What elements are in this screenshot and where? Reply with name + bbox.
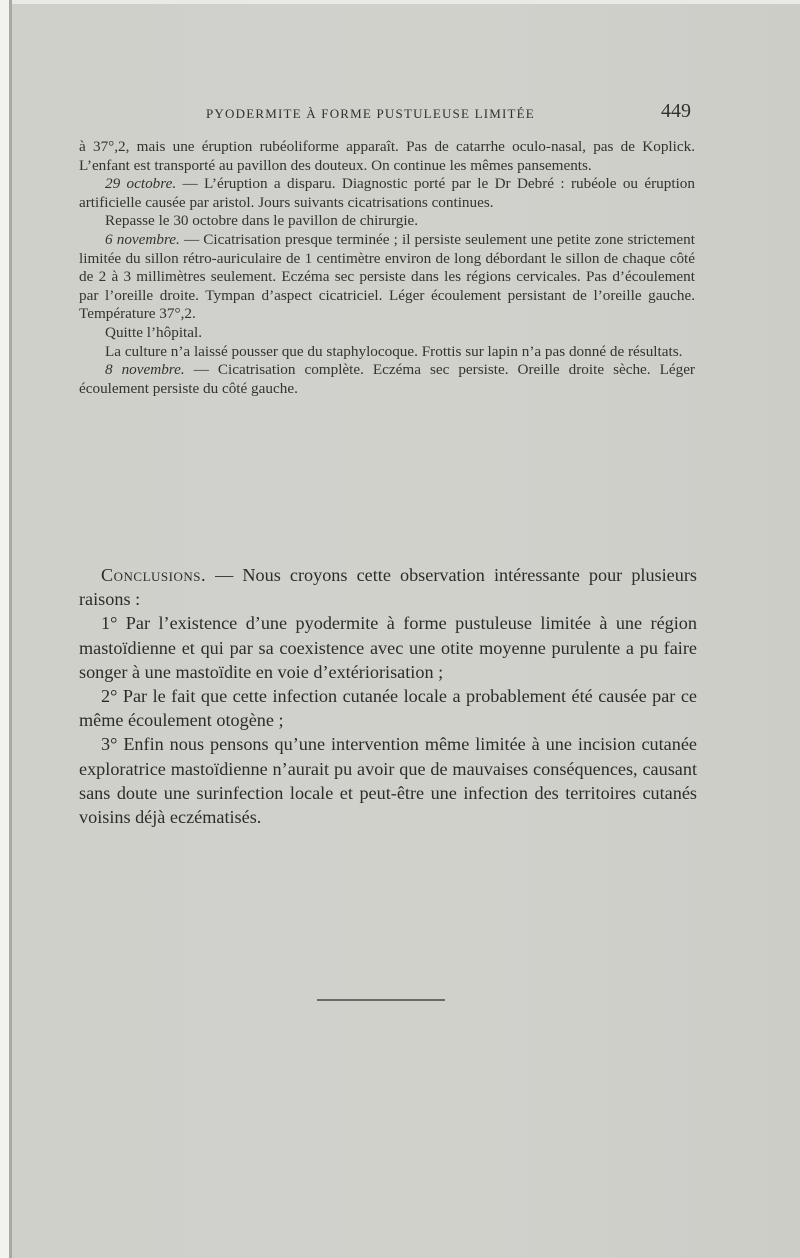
entry-date: 8 novembre. <box>105 361 185 379</box>
notes-text: — L’éruption a disparu. Diagnostic porté par le Dr Debré : rubéole ou éruption artificielle causée par aristol. Jours suivants cicatrisations continues. <box>79 175 695 211</box>
conclusions-intro-text: — Nous croyons cette observation intéressante pour plusieurs raisons : <box>79 565 697 610</box>
notes-paragraph <box>79 212 695 231</box>
notes-paragraph <box>79 231 695 324</box>
end-rule <box>317 999 445 1001</box>
notes-paragraph <box>79 324 695 343</box>
conclusion-point-text: 3° Enfin nous pensons qu’une intervention même limitée à une incision cutanée exploratrice mastoïdienne n’aurait pu avoir que de mauvaises conséquences, causant sans doute une surinfection locale et peut-être une infection des territoires cutanés voisins déjà eczématisés. <box>79 734 697 828</box>
notes-paragraph <box>79 138 695 175</box>
entry-date: 29 octobre. <box>105 175 177 193</box>
conclusion-point-text: 1° Par l’existence d’une pyodermite à forme pustuleuse limitée à une région mastoïdienne et qui par sa coexistence avec une otite moyenne purulente a pu faire songer à une mastoïdite en voie d’extériorisation ; <box>79 613 697 682</box>
conclusion-point <box>79 732 697 829</box>
page-left-margin-edge <box>0 0 9 1258</box>
page-top-edge <box>0 0 800 4</box>
running-title: PYODERMITE À FORME PUSTULEUSE LIMITÉE <box>206 106 535 121</box>
notes-text: Quitte l’hôpital. <box>105 323 203 341</box>
notes-paragraph <box>79 175 695 212</box>
notes-paragraph <box>79 361 695 398</box>
conclusions-section <box>79 563 697 829</box>
conclusions-intro <box>79 563 697 611</box>
entry-date: 6 novembre. <box>105 230 180 248</box>
case-notes <box>79 138 695 398</box>
notes-text: à 37°,2, mais une éruption rubéoliforme apparaît. Pas de catarrhe oculo-nasal, pas de Koplick. L’enfant est transporté au pavillon des douteux. On continue les mêmes pansements. <box>79 138 695 174</box>
conclusion-point <box>79 684 697 732</box>
conclusion-point-text: 2° Par le fait que cette infection cutanée locale a probablement été causée par ce même écoulement otogène ; <box>79 686 697 731</box>
page-header <box>0 100 800 126</box>
binding-shadow <box>9 0 12 1258</box>
page-number: 449 <box>661 100 691 122</box>
notes-text: — Cicatrisation complète. Eczéma sec persiste. Oreille droite sèche. Léger écoulement persiste du côté gauche. <box>79 361 695 397</box>
notes-text: Repasse le 30 octobre dans le pavillon de chirurgie. <box>105 212 419 230</box>
conclusions-heading: Conclusions. <box>101 565 207 585</box>
notes-paragraph <box>79 343 695 362</box>
notes-text: — Cicatrisation presque terminée ; il persiste seulement une petite zone strictement limitée du sillon rétro-auriculaire de 1 centimètre environ de long débordant le sillon de chaque côté de 2 à 3 millimètres seulement. Eczéma sec persiste dans les régions cervicales. Pas d’écoulement par l’oreille droite. Tympan d’aspect cicatriciel. Léger écoulement persistant de l’oreille gauche. Température 37°,2. <box>79 230 695 323</box>
conclusion-point <box>79 611 697 684</box>
notes-text: La culture n’a laissé pousser que du staphylocoque. Frottis sur lapin n’a pas donné de résultats. <box>105 342 683 360</box>
